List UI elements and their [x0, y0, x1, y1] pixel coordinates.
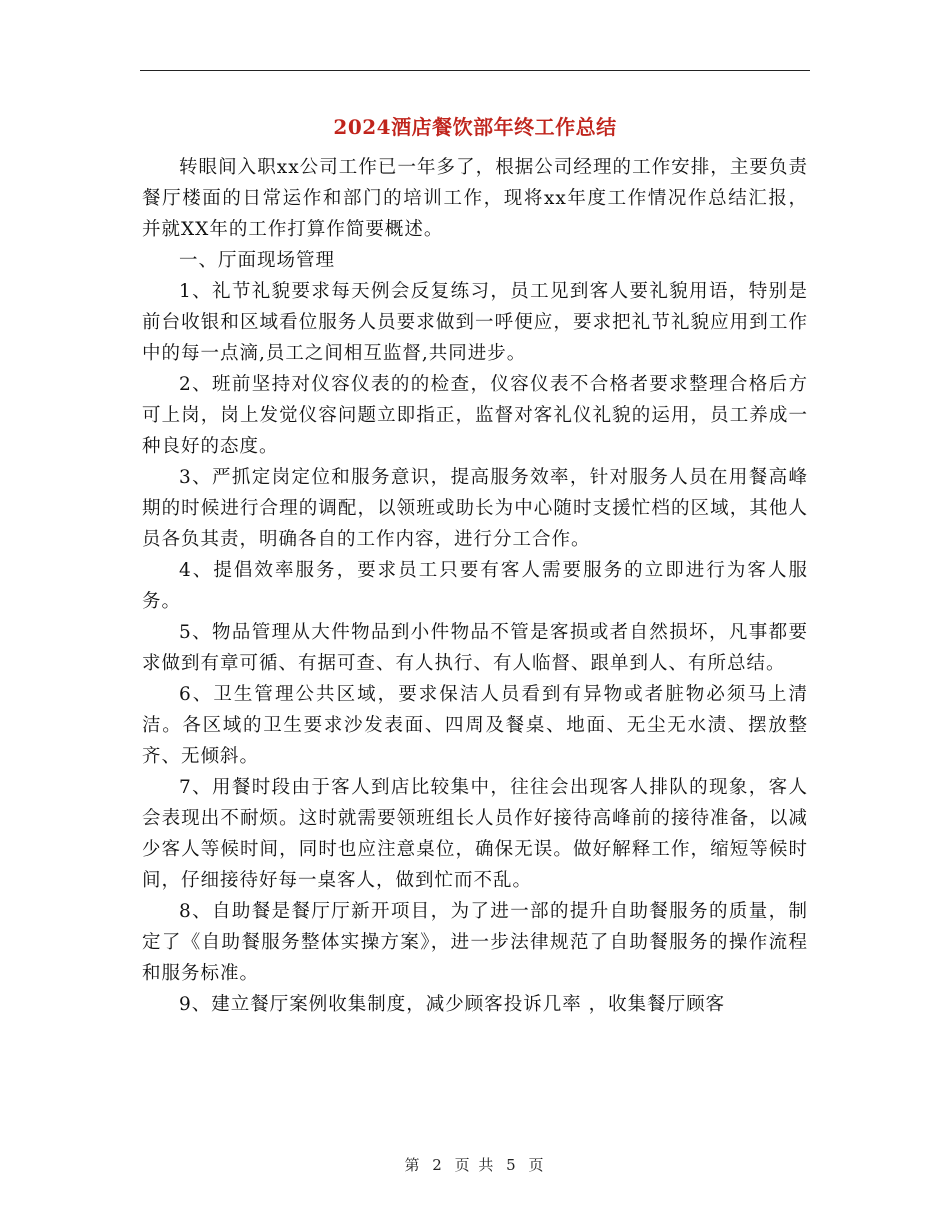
document-title: 2024酒店餐饮部年终工作总结 [333, 115, 617, 139]
paragraph-item-2: 2、班前坚持对仪容仪表的的检查，仪容仪表不合格者要求整理合格后方可上岗，岗上发觉仪容问题立即指正，监督对客礼仪礼貌的运用，员工养成一种良好的态度。 [142, 374, 808, 457]
page-suffix: 页 [528, 1156, 546, 1174]
header-rule [140, 70, 810, 71]
paragraph-intro: 转眼间入职xx公司工作已一年多了，根据公司经理的工作安排，主要负责餐厅楼面的日常运作和部门的培训工作，现将xx年度工作情况作总结汇报，并就XX年的工作打算作简要概述。 [142, 157, 808, 240]
page-mid: 页 共 [454, 1156, 496, 1174]
page-number-current: 2 [432, 1156, 444, 1174]
paragraph-item-6: 6、卫生管理公共区域，要求保洁人员看到有异物或者脏物必须马上清洁。各区域的卫生要求沙发表面、四周及餐桌、地面、无尘无水渍、摆放整齐、无倾斜。 [142, 684, 808, 767]
page-prefix: 第 [404, 1156, 422, 1174]
paragraph-item-5: 5、物品管理从大件物品到小件物品不管是客损或者自然损坏，凡事都要求做到有章可循、有据可查、有人执行、有人临督、跟单到人、有所总结。 [142, 622, 808, 674]
page-footer [0, 1154, 950, 1175]
section-heading-floor-management: 一、厅面现场管理 [179, 250, 336, 271]
paragraph-item-3: 3、严抓定岗定位和服务意识，提高服务效率，针对服务人员在用餐高峰期的时候进行合理的调配，以领班或助长为中心随时支援忙档的区域，其他人员各负其责，明确各自的工作内容，进行分工合作。 [142, 467, 808, 550]
paragraph-item-1: 1、礼节礼貌要求每天例会反复练习，员工见到客人要礼貌用语，特别是前台收银和区域看位服务人员要求做到一呼便应，要求把礼节礼貌应用到工作中的每一点滴,员工之间相互监督,共同进步。 [142, 281, 808, 364]
paragraph-item-4: 4、提倡效率服务，要求员工只要有客人需要服务的立即进行为客人服务。 [142, 560, 808, 612]
paragraph-item-7: 7、用餐时段由于客人到店比较集中，往往会出现客人排队的现象，客人会表现出不耐烦。这时就需要领班组长人员作好接待高峰前的接待准备，以减少客人等候时间，同时也应注意桌位，确保无误。做好解释工作，缩短等候时间，仔细接待好每一桌客人，做到忙而不乱。 [142, 777, 808, 891]
page-number-total: 5 [506, 1156, 518, 1174]
document-body [142, 152, 808, 1020]
paragraph-item-8: 8、自助餐是餐厅厅新开项目，为了进一部的提升自助餐服务的质量，制定了《自助餐服务整体实操方案》，进一步法律规范了自助餐服务的操作流程和服务标准。 [142, 901, 808, 984]
paragraph-item-9: 9、建立餐厅案例收集制度，减少顾客投诉几率 ，收集餐厅顾客 [179, 994, 726, 1015]
